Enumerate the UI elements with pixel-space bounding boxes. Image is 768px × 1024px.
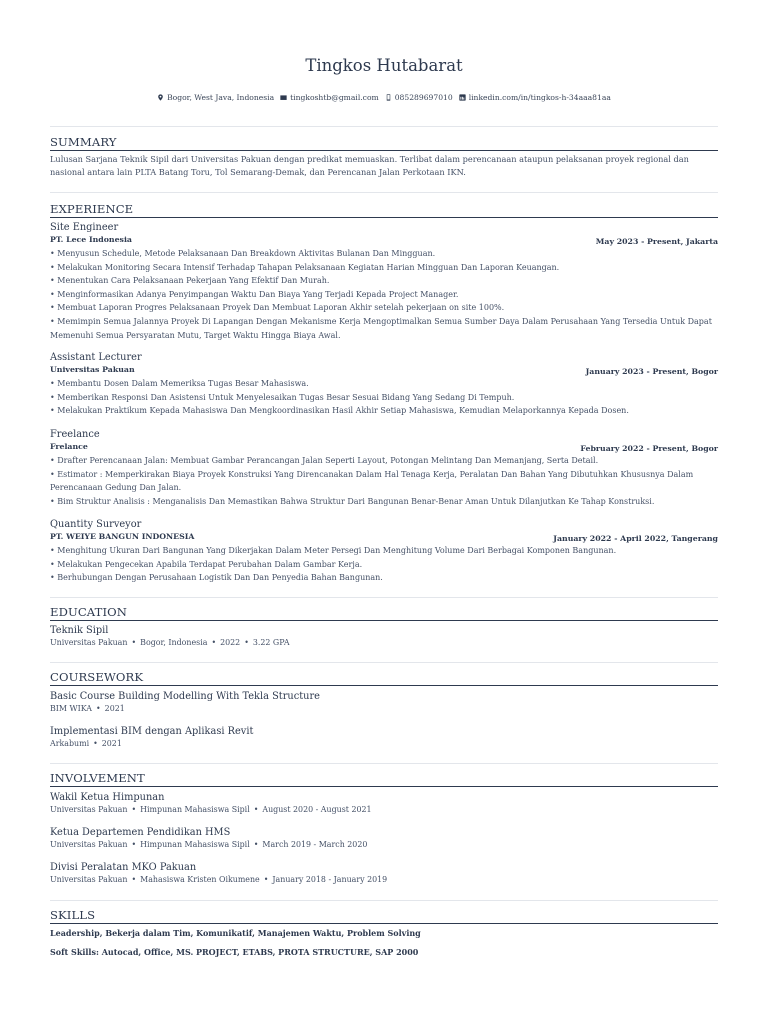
phone-text[interactable]: 085289697010 — [394, 93, 453, 102]
course-details: BIM WIKA • 2021 — [50, 704, 125, 713]
graduation-year: 2022 — [220, 638, 241, 647]
job-company: PT. Lece Indonesia — [50, 235, 132, 244]
job-period: January 2022 - April 2022, Tangerang — [553, 534, 718, 543]
contact-phone[interactable] — [385, 93, 453, 102]
candidate-name: Tingkos Hutabarat — [305, 56, 463, 75]
job-meta — [50, 531, 718, 544]
contact-email[interactable] — [280, 93, 379, 102]
job-period: January 2023 - Present, Bogor — [585, 367, 718, 376]
gpa: 3.22 GPA — [252, 638, 290, 647]
coursework-heading: COURSEWORK — [50, 670, 144, 684]
education-section — [50, 605, 718, 649]
job-company: Universitas Pakuan — [50, 365, 135, 374]
course-title: Basic Course Building Modelling With Tekla Structure — [50, 691, 320, 702]
job-period: February 2022 - Present, Bogor — [580, 444, 718, 453]
involvement-org: Universitas Pakuan — [50, 805, 128, 814]
email-icon — [280, 94, 287, 101]
involvement-item — [50, 826, 718, 851]
job-period: May 2023 - Present, Jakarta — [595, 237, 718, 246]
course-year: 2021 — [104, 704, 125, 713]
job-bullet: • Membuat Laporan Progres Pelaksanaan Proyek Dan Membuat Laporan Akhir setelah pekerjaan on site 100%. — [50, 303, 505, 313]
involvement-period: March 2019 - March 2020 — [262, 840, 368, 849]
job-bullet: • Membantu Dosen Dalam Memeriksa Tugas Besar Mahasiswa. — [50, 379, 309, 388]
job-title: Quantity Surveyor — [50, 519, 142, 530]
experience-entry — [50, 429, 718, 508]
location-text: Bogor, West Java, Indonesia — [167, 93, 275, 102]
job-title: Freelance — [50, 429, 100, 440]
location-pin-icon — [157, 94, 164, 101]
involvement-title: Divisi Peralatan MKO Pakuan — [50, 862, 197, 873]
involvement-heading: INVOLVEMENT — [50, 771, 145, 785]
job-meta — [50, 441, 718, 454]
phone-icon — [385, 94, 392, 101]
job-bullet: • Bim Struktur Analisis : Menganalisis Dan Memastikan Bahwa Struktur Dari Bangunan Benar-Benar Aman Untuk Dilanjutkan Ke Tahap Konstruksi. — [50, 496, 655, 506]
linkedin-text[interactable]: linkedin.com/in/tingkos-h-34aaa81aa — [468, 93, 611, 102]
job-bullet: • Menentukan Cara Pelaksanaan Pekerjaan Yang Efektif Dan Murah. — [50, 276, 330, 286]
job-company: PT. WEIYE BANGUN INDONESIA — [50, 532, 195, 541]
degree-title: Teknik Sipil — [50, 625, 109, 636]
section-rule — [50, 150, 718, 151]
school-name: Universitas Pakuan — [50, 638, 128, 647]
job-bullet: • Memberikan Responsi Dan Asistensi Untuk Menyelesaikan Tugas Besar Sesuai Bidang Yang Sedang Di Tempuh. — [50, 392, 515, 402]
job-title: Assistant Lecturer — [50, 352, 142, 363]
involvement-details: Universitas Pakuan • Mahasiswa Kristen Oikumene • January 2018 - January 2019 — [50, 875, 388, 884]
divider — [50, 126, 718, 127]
section-rule — [50, 786, 718, 787]
contact-location — [157, 93, 274, 102]
job-meta — [50, 234, 718, 247]
job-bullet: • Menyusun Schedule, Metode Pelaksanaan Dan Breakdown Aktivitas Bulanan Dan Mingguan. — [50, 249, 436, 258]
degree-details: Universitas Pakuan • Bogor, Indonesia • 2022 • 3.22 GPA — [50, 638, 290, 647]
involvement-details: Universitas Pakuan • Himpunan Mahasiswa Sipil • August 2020 - August 2021 — [50, 805, 372, 814]
course-details: Arkabumi • 2021 — [50, 739, 122, 748]
job-bullet: • Drafter Perencanaan Jalan: Membuat Gambar Perancangan Jalan Seperti Layout, Potongan Melintang Dan Memanjang, Serta Detail. — [50, 456, 599, 465]
contact-linkedin[interactable] — [459, 93, 611, 102]
experience-entry — [50, 222, 718, 342]
contact-bar — [50, 93, 718, 102]
resume-page — [50, 0, 718, 1024]
divider — [50, 192, 718, 193]
section-rule — [50, 923, 718, 924]
job-meta — [50, 364, 718, 377]
job-company: Frelance — [50, 442, 88, 451]
involvement-item — [50, 861, 718, 886]
skills-section — [50, 908, 718, 958]
experience-entry — [50, 519, 718, 585]
job-bullet: • Menginformasikan Adanya Penyimpangan Waktu Dan Biaya Yang Terjadi Kepada Project Manager. — [50, 289, 459, 299]
summary-text: Lulusan Sarjana Teknik Sipil dari Universitas Pakuan dengan predikat memuaskan. Terlibat dalam perencanaan ataupun pelaksanan proyek regional dan nasional antara lain PLTA Batang Toru, Tol Semarang-Demak, dan Perencanan Jalan Perkotaan IKN. — [50, 154, 689, 178]
summary-section — [50, 135, 718, 180]
job-bullet: • Melakukan Pengecekan Apabila Terdapat Perubahan Dalam Gambar Kerja. — [50, 559, 363, 569]
divider — [50, 900, 718, 901]
skills-line: Soft Skills: Autocad, Office, MS. PROJECT, ETABS, PROTA STRUCTURE, SAP 2000 — [50, 947, 419, 957]
involvement-period: August 2020 - August 2021 — [262, 805, 372, 814]
education-item — [50, 624, 718, 649]
course-title: Implementasi BIM dengan Aplikasi Revit — [50, 726, 254, 737]
involvement-section — [50, 771, 718, 886]
involvement-details: Universitas Pakuan • Himpunan Mahasiswa Sipil • March 2019 - March 2020 — [50, 840, 368, 849]
involvement-title: Wakil Ketua Himpunan — [50, 792, 165, 803]
course-item — [50, 725, 718, 750]
course-year: 2021 — [101, 739, 122, 748]
divider — [50, 763, 718, 764]
job-bullet: • Estimator : Memperkirakan Biaya Proyek Konstruksi Yang Direncanakan Dalam Hal Tenaga Kerja, Peralatan Dan Bahan Yang Dibutuhkan Khususnya Dalam Perencanaan Gedung Dan Jalan. — [50, 469, 694, 493]
involvement-org: Universitas Pakuan — [50, 875, 128, 884]
job-title: Site Engineer — [50, 222, 119, 233]
email-text[interactable]: tingkoshtb@gmail.com — [290, 93, 379, 102]
section-rule — [50, 217, 718, 218]
summary-heading: SUMMARY — [50, 135, 117, 149]
experience-section — [50, 202, 718, 218]
involvement-item — [50, 791, 718, 816]
involvement-org: Universitas Pakuan — [50, 840, 128, 849]
coursework-section — [50, 670, 718, 750]
skills-line: Leadership, Bekerja dalam Tim, Komunikatif, Manajemen Waktu, Problem Solving — [50, 928, 421, 938]
divider — [50, 597, 718, 598]
job-bullet: • Melakukan Praktikum Kepada Mahasiswa Dan Mengkoordinasikan Hasil Akhir Setiap Mahasiswa, Kemudian Melaporkannya Kepada Dosen. — [50, 406, 629, 416]
job-bullet: • Berhubungan Dengan Perusahaan Logistik Dan Dan Penyedia Bahan Bangunan. — [50, 573, 383, 583]
section-rule — [50, 620, 718, 621]
divider — [50, 662, 718, 663]
involvement-group: Himpunan Mahasiswa Sipil — [140, 805, 250, 814]
course-item — [50, 690, 718, 715]
course-provider: BIM WIKA — [50, 704, 93, 713]
job-bullet: • Memimpin Semua Jalannya Proyek Di Lapangan Dengan Mekanisme Kerja Mengoptimalkan Semua Sumber Daya Dalam Perusahaan Yang Tersedia Untuk Dapat Memenuhi Semua Persyaratan Mutu, Target Waktu Hingga Biaya Awal. — [50, 316, 712, 340]
experience-heading: EXPERIENCE — [50, 202, 134, 216]
school-location: Bogor, Indonesia — [140, 638, 208, 647]
job-bullet: • Menghitung Ukuran Dari Bangunan Yang Dikerjakan Dalam Meter Persegi Dan Menghitung Volume Dari Berbagai Komponen Bangunan. — [50, 546, 617, 555]
job-bullet: • Melakukan Monitoring Secara Intensif Terhadap Tahapan Pelaksanaan Kegiatan Harian Mingguan Dan Laporan Keuangan. — [50, 262, 560, 272]
involvement-title: Ketua Departemen Pendidikan HMS — [50, 827, 231, 838]
involvement-group: Himpunan Mahasiswa Sipil — [140, 840, 250, 849]
involvement-period: January 2018 - January 2019 — [272, 875, 388, 884]
course-provider: Arkabumi — [50, 739, 90, 748]
experience-entry — [50, 352, 718, 418]
skills-heading: SKILLS — [50, 908, 96, 922]
involvement-group: Mahasiswa Kristen Oikumene — [140, 875, 260, 884]
education-heading: EDUCATION — [50, 605, 128, 619]
linkedin-icon — [459, 94, 466, 101]
section-rule — [50, 685, 718, 686]
